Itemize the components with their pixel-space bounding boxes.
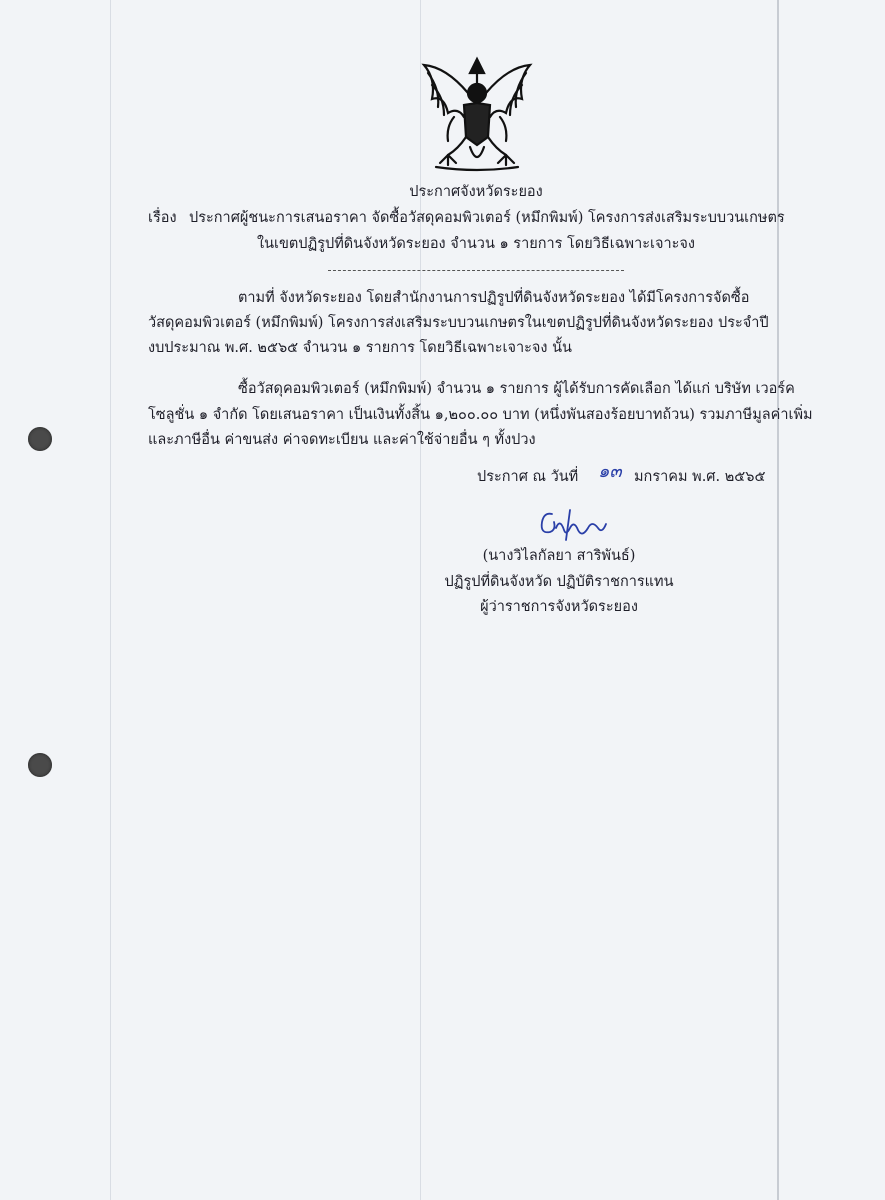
subject-line-1: ประกาศผู้ชนะการเสนอราคา จัดซื้อวัสดุคอมพิวเตอร์ (หมึกพิมพ์) โครงการส่งเสริมระบบวนเกษตร: [189, 210, 785, 226]
issuer-heading: ประกาศจังหวัดระยอง: [409, 184, 543, 200]
scan-artifact: [110, 0, 111, 1200]
paragraph-1-line-3: งบประมาณ พ.ศ. ๒๕๖๕ จำนวน ๑ รายการ โดยวิธีเฉพาะเจาะจง นั้น: [148, 340, 572, 356]
handwritten-signature: [530, 508, 616, 544]
punch-hole: [28, 427, 52, 451]
date-month-year: มกราคม พ.ศ. ๒๕๖๕: [634, 469, 766, 485]
paragraph-2-line-1: ซื้อวัสดุคอมพิวเตอร์ (หมึกพิมพ์) จำนวน ๑ รายการ ผู้ได้รับการคัดเลือก ได้แก่ บริษัท เวอร์ค: [238, 381, 795, 397]
paragraph-1-line-1: ตามที่ จังหวัดระยอง โดยสำนักงานการปฏิรูปที่ดินจังหวัดระยอง ได้มีโครงการจัดซื้อ: [238, 290, 750, 306]
date-prefix: ประกาศ ณ วันที่: [477, 469, 579, 485]
paragraph-1-line-2: วัสดุคอมพิวเตอร์ (หมึกพิมพ์) โครงการส่งเสริมระบบวนเกษตรในเขตปฏิรูปที่ดินจังหวัดระยอง ประจำปี: [148, 315, 769, 331]
scan-artifact: [420, 0, 421, 1200]
page-crease: [777, 0, 779, 1200]
subject-line-2: ในเขตปฏิรูปที่ดินจังหวัดระยอง จำนวน ๑ รายการ โดยวิธีเฉพาะเจาะจง: [256, 236, 696, 252]
subject-label: เรื่อง: [148, 210, 177, 226]
punch-hole: [28, 753, 52, 777]
date-day-handwritten: ๑๓: [598, 461, 622, 482]
paragraph-2-line-3: และภาษีอื่น ค่าขนส่ง ค่าจดทะเบียน และค่าใช้จ่ายอื่น ๆ ทั้งปวง: [148, 432, 536, 448]
signer-name: (นางวิไลกัลยา สาริพันธ์): [482, 548, 636, 564]
garuda-emblem-icon: [418, 55, 536, 173]
signer-title-line-1: ปฏิรูปที่ดินจังหวัด ปฏิบัติราชการแทน: [444, 574, 674, 590]
divider: [328, 270, 624, 271]
paragraph-2-line-2: โซลูชั่น ๑ จำกัด โดยเสนอราคา เป็นเงินทั้งสิ้น ๑,๒๐๐.๐๐ บาท (หนึ่งพันสองร้อยบาทถ้วน) รวมภาษีมูลค่าเพิ่ม: [148, 407, 813, 423]
signer-title-line-2: ผู้ว่าราชการจังหวัดระยอง: [480, 599, 638, 615]
